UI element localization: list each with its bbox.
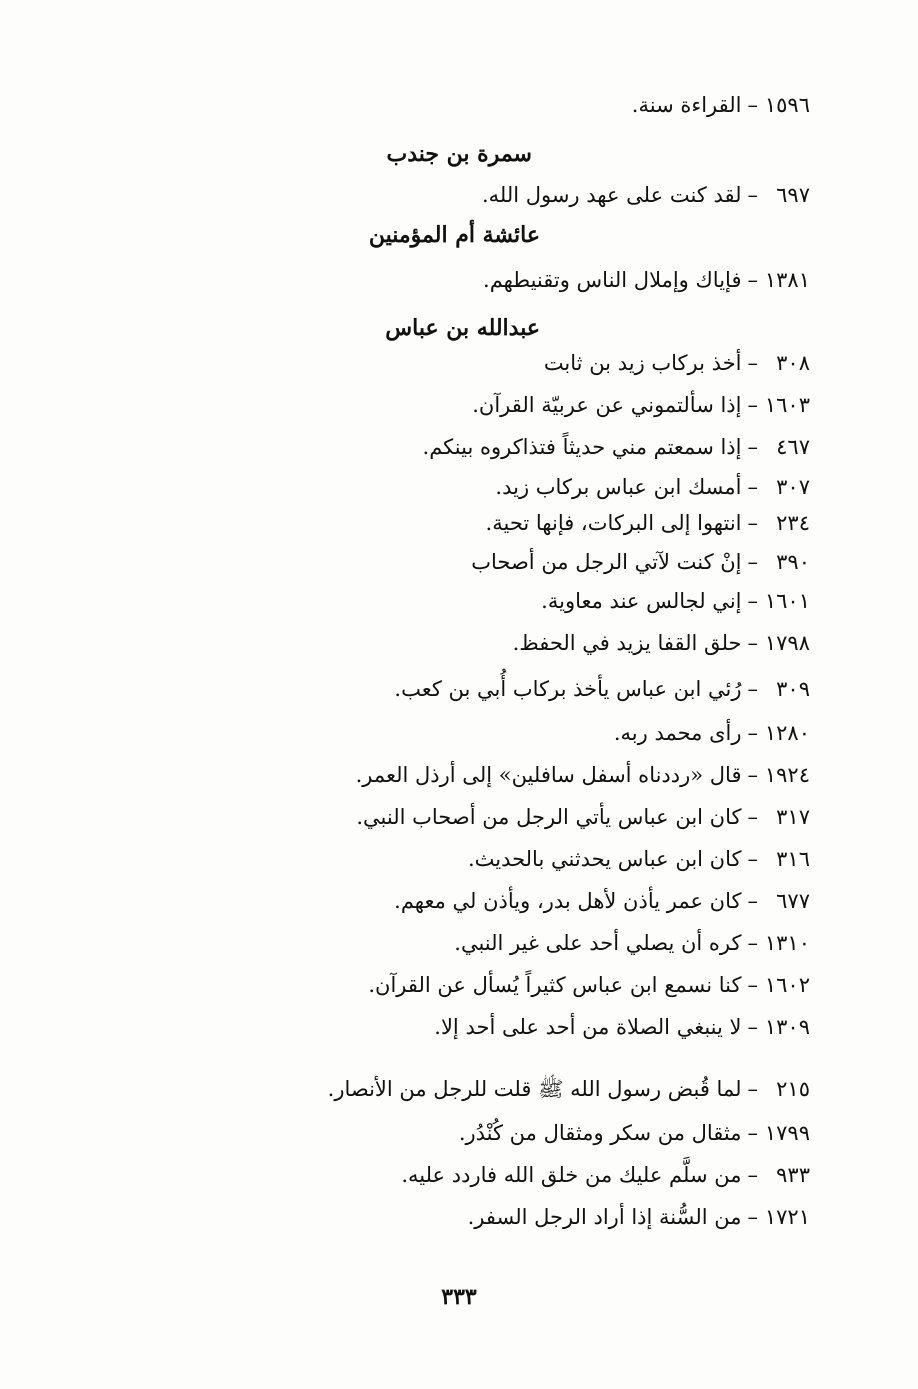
entry-dash: – bbox=[747, 1163, 758, 1187]
index-entry bbox=[541, 586, 810, 616]
entry-number: ١٩٢٤ bbox=[764, 763, 810, 787]
entry-number: ٣٠٨ bbox=[776, 351, 810, 375]
entry-dash: – bbox=[747, 93, 758, 117]
entry-text: أخذ بركاب زيد بن ثابت bbox=[543, 351, 742, 375]
entry-number: ٦٧٧ bbox=[776, 889, 810, 913]
entry-dash: – bbox=[747, 589, 758, 613]
entry-number: ١٣٨١ bbox=[764, 268, 810, 292]
entry-text: رُئي ابن عباس يأخذ بركاب أُبي بن كعب. bbox=[394, 677, 742, 701]
entry-number: ١٦٠١ bbox=[764, 589, 810, 613]
entry-number: ٤٦٧ bbox=[776, 435, 810, 459]
index-entry bbox=[356, 802, 810, 832]
entry-dash: – bbox=[747, 763, 758, 787]
index-entry bbox=[472, 390, 810, 420]
entry-number: ١٣١٠ bbox=[764, 931, 810, 955]
index-entry bbox=[394, 886, 810, 916]
index-entry bbox=[486, 508, 810, 538]
section-heading: عائشة أم المؤمنين bbox=[368, 222, 540, 248]
entry-text: إنْ كنت لآتي الرجل من أصحاب bbox=[471, 550, 742, 574]
entry-text: قال «رددناه أسفل سافلين» إلى أرذل العمر. bbox=[355, 763, 742, 787]
entry-number: ١٦٠٢ bbox=[764, 973, 810, 997]
entry-number: ٣٩٠ bbox=[776, 550, 810, 574]
entry-dash: – bbox=[747, 1015, 758, 1039]
entry-number: ٦٩٧ bbox=[776, 183, 810, 207]
index-entry bbox=[483, 265, 810, 295]
index-entry bbox=[513, 628, 810, 658]
entry-dash: – bbox=[747, 973, 758, 997]
entry-text: إذا سألتموني عن عربيّة القرآن. bbox=[472, 393, 742, 417]
index-entry bbox=[394, 674, 810, 704]
index-entry bbox=[544, 348, 810, 378]
entry-text: انتهوا إلى البركات، فإنها تحية. bbox=[485, 511, 742, 535]
entry-dash: – bbox=[747, 475, 758, 499]
index-entry bbox=[614, 718, 810, 748]
entry-text: من السُّنة إذا أراد الرجل السفر. bbox=[467, 1205, 742, 1229]
index-entry bbox=[482, 180, 810, 210]
entry-dash: – bbox=[747, 435, 758, 459]
entry-number: ٩٣٣ bbox=[776, 1163, 810, 1187]
entry-text: إذا سمعتم مني حديثاً فتذاكروه بينكم. bbox=[422, 435, 742, 459]
entry-number: ١٧٩٨ bbox=[764, 631, 810, 655]
index-entry bbox=[632, 90, 810, 120]
entry-text: كان عمر يأذن لأهل بدر، ويأذن لي معهم. bbox=[394, 889, 742, 913]
entry-text: فإياك وإملال الناس وتقنيطهم. bbox=[483, 268, 742, 292]
entry-text: حلق القفا يزيد في الحفظ. bbox=[512, 631, 742, 655]
entry-number: ٣٠٧ bbox=[776, 475, 810, 499]
index-entry bbox=[423, 432, 810, 462]
entry-dash: – bbox=[747, 847, 758, 871]
index-entry bbox=[459, 1118, 810, 1148]
index-entry bbox=[368, 970, 810, 1000]
entry-text: كره أن يصلي أحد على غير النبي. bbox=[454, 931, 742, 955]
entry-number: ٢٣٤ bbox=[776, 511, 810, 535]
entry-dash: – bbox=[747, 721, 758, 745]
entry-text: إني لجالس عند معاوية. bbox=[541, 589, 742, 613]
index-entry bbox=[434, 1012, 810, 1042]
entry-dash: – bbox=[747, 889, 758, 913]
entry-dash: – bbox=[747, 1077, 758, 1101]
entry-dash: – bbox=[747, 677, 758, 701]
entry-text: القراءة سنة. bbox=[631, 93, 742, 117]
section-heading: عبدالله بن عباس bbox=[385, 315, 540, 341]
entry-text: كنا نسمع ابن عباس كثيراً يُسأل عن القرآن. bbox=[368, 973, 742, 997]
entry-number: ١٧٢١ bbox=[764, 1205, 810, 1229]
index-entry bbox=[356, 760, 810, 790]
entry-text: لا ينبغي الصلاة من أحد على أحد إلا. bbox=[434, 1015, 742, 1039]
entry-number: ١٥٩٦ bbox=[764, 93, 810, 117]
entry-dash: – bbox=[747, 351, 758, 375]
entry-text: من سلَّم عليك من خلق الله فاردد عليه. bbox=[401, 1163, 742, 1187]
entry-number: ١٣٠٩ bbox=[764, 1015, 810, 1039]
entry-dash: – bbox=[747, 931, 758, 955]
index-entry bbox=[495, 472, 810, 502]
entry-dash: – bbox=[747, 1121, 758, 1145]
entry-dash: – bbox=[747, 805, 758, 829]
entry-text: أمسك ابن عباس بركاب زيد. bbox=[495, 475, 742, 499]
entry-number: ١٢٨٠ bbox=[764, 721, 810, 745]
entry-text: لقد كنت على عهد رسول الله. bbox=[481, 183, 742, 207]
entry-dash: – bbox=[747, 1205, 758, 1229]
entry-text: كان ابن عباس يحدثني بالحديث. bbox=[467, 847, 742, 871]
entry-text: لما قُبض رسول الله ﷺ قلت للرجل من الأنصار. bbox=[327, 1077, 742, 1101]
entry-number: ١٧٩٩ bbox=[764, 1121, 810, 1145]
index-entry bbox=[468, 844, 810, 874]
entry-dash: – bbox=[747, 631, 758, 655]
entry-text: رأى محمد ربه. bbox=[613, 721, 742, 745]
entry-number: ٢١٥ bbox=[776, 1077, 810, 1101]
entry-number: ٣١٧ bbox=[776, 805, 810, 829]
entry-text: كان ابن عباس يأتي الرجل من أصحاب النبي. bbox=[356, 805, 742, 829]
index-entry bbox=[454, 928, 810, 958]
entry-text: مثقال من سكر ومثقال من كُنْدُر. bbox=[458, 1121, 742, 1145]
index-entry bbox=[468, 1202, 810, 1232]
entry-dash: – bbox=[747, 550, 758, 574]
section-heading: سمرة بن جندب bbox=[386, 141, 532, 167]
entry-dash: – bbox=[747, 511, 758, 535]
entry-number: ٣٠٩ bbox=[776, 677, 810, 701]
index-entry bbox=[401, 1160, 810, 1190]
entry-dash: – bbox=[747, 393, 758, 417]
entry-number: ٣١٦ bbox=[776, 847, 810, 871]
page-number: ٣٣٣ bbox=[441, 1284, 477, 1310]
index-entry bbox=[471, 547, 810, 577]
entry-number: ١٦٠٣ bbox=[764, 393, 810, 417]
entry-dash: – bbox=[747, 183, 758, 207]
entry-dash: – bbox=[747, 268, 758, 292]
index-entry bbox=[328, 1074, 810, 1104]
